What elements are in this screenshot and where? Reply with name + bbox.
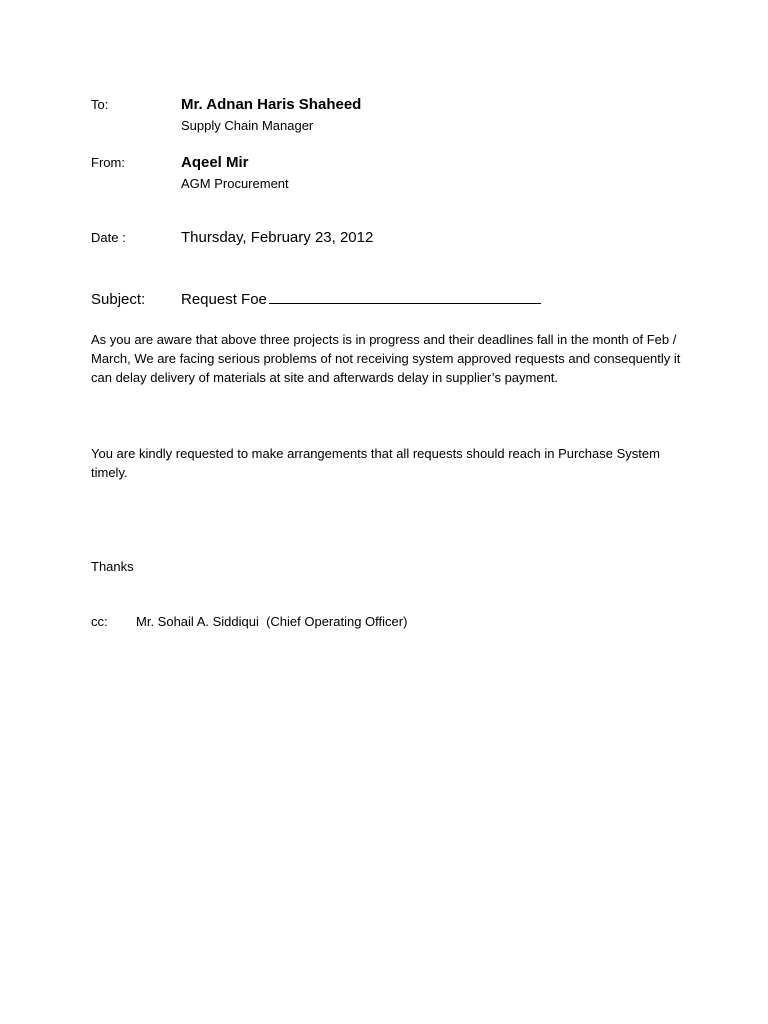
date-row xyxy=(91,229,373,246)
subject-label: Subject: xyxy=(91,291,146,308)
to-name: Mr. Adnan Haris Shaheed xyxy=(181,96,362,113)
subject-underline xyxy=(269,289,541,304)
to-label: To: xyxy=(91,97,109,112)
cc-label: cc: xyxy=(91,614,108,629)
closing-text: Thanks xyxy=(91,559,134,574)
to-role: Supply Chain Manager xyxy=(181,118,314,133)
date-value: Thursday, February 23, 2012 xyxy=(181,229,374,246)
subject-row xyxy=(91,289,541,308)
from-name: Aqeel Mir xyxy=(181,154,249,171)
to-row xyxy=(91,96,361,113)
from-row xyxy=(91,154,249,171)
date-label: Date : xyxy=(91,230,126,245)
subject-value: Request Foe xyxy=(181,291,267,308)
body-paragraph-2: You are kindly requested to make arrangements that all requests should reach in Purchase System timely. xyxy=(91,446,660,480)
from-label: From: xyxy=(91,155,125,170)
cc-value: Mr. Sohail A. Siddiqui (Chief Operating Officer) xyxy=(136,614,408,629)
cc-row xyxy=(91,614,407,629)
body-paragraph-1: As you are aware that above three projects is in progress and their deadlines fall in the month of Feb / March, We are facing serious problems of not receiving system approved requests and consequently it can delay delivery of materials at site and afterwards delay in supplier’s payment. xyxy=(91,332,681,385)
from-role: AGM Procurement xyxy=(181,176,289,191)
